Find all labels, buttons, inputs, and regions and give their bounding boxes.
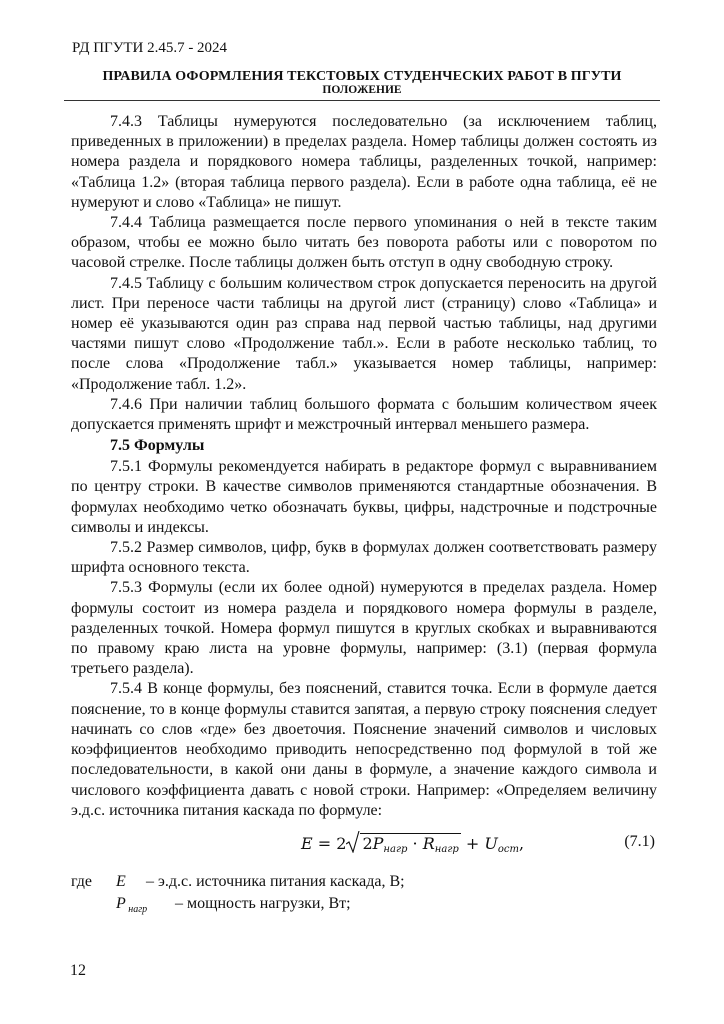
formula-plus: +: [465, 833, 480, 853]
paragraph-7-5-3: 7.5.3 Формулы (если их более одной) нумеруются в пределах раздела. Номер формулы состоит из номера раздела и порядкового номера формулы в разделе, разделенных точкой. Номера формул пишутся в круглых скобках и выравниваются по правому краю листа на уровне формулы, например: (3.1) (первая формула третьего раздела).: [71, 579, 657, 678]
formula-U: U: [484, 833, 498, 853]
explanation-symbol: E: [116, 872, 126, 890]
paragraph-7-5-4: 7.5.4 В конце формулы, без пояснений, ставится точка. Если в формуле дается пояснение, то в конце формулы ставится запятая, а первую строку пояснения следует начинать со слов «где» без двоеточия. Пояснение значений символов и числовых коэффициентов необходимо приводить непосредственно под формулой в той же последовательности, в какой они даны в формуле, а значение каждого символа и числового коэффициента давать с новой строки. Например: «Определяем величину э.д.с. источника питания каскада по формуле:: [71, 680, 657, 819]
formula-7-1: [71, 827, 657, 869]
formula-coef: 2: [336, 833, 347, 853]
paragraph-7-5-2: 7.5.2 Размер символов, цифр, букв в формулах должен соответствовать размеру шрифта основного текста.: [71, 539, 657, 577]
formula-expression: E = 2 $2P_{нагр} \cdot R_{нагр} + U_{ост}$,: [301, 833, 524, 855]
paragraph-7-4-5: 7.4.5 Таблицу с большим количеством строк допускается переносить на другой лист. При переносе части таблицы на другой лист (страницу) слово «Таблица» и номер её указываются один раз справа над первой частью таблицы, над другими частями пишут слово «Продолжение табл.». Если в работе несколько таблиц, то после слова «Продолжение табл.» указывается номер таблицы, например: «Продолжение табл. 1.2».: [71, 274, 657, 393]
document-code: РД ПГУТИ 2.45.7 - 2024: [72, 40, 228, 56]
document-subtitle: ПОЛОЖЕНИЕ: [322, 84, 402, 96]
paragraph-7-5-1: 7.5.1 Формулы рекомендуется набирать в редакторе формул с выравниванием по центру строки. В качестве символов применяются стандартные обозначения. В формулах необходимо четко обозначать буквы, цифры, надстрочные и подстрочные символы и индексы.: [71, 458, 657, 536]
explanation-text: – э.д.с. источника питания каскада, В;: [146, 872, 405, 890]
explanation-text: – мощность нагрузки, Вт;: [175, 894, 351, 912]
page-number: 12: [70, 962, 86, 979]
paragraph-7-4-3: 7.4.3 Таблицы нумеруются последовательно (за исключением таблиц, приведенных в приложении) в пределах раздела. Номер таблицы должен состоять из номера раздела и порядкового номера таблицы, разделенных точкой, например: «Таблица 1.2» (вторая таблица первого раздела). Если в работе одна таблица, её не нумеруют и слово «Таблица» не пишут.: [71, 113, 657, 211]
explanation-row: [71, 893, 657, 915]
page-body: [71, 112, 657, 915]
explanation-row: [71, 871, 657, 893]
paragraph-7-4-6: 7.4.6 При наличии таблиц большого формата с большим количеством ячеек допускается применять шрифт и межстрочный интервал меньшего размера.: [71, 395, 657, 434]
where-word: где: [71, 872, 93, 890]
radicand: $2P_{нагр} \cdot R_{нагр}$: [362, 833, 459, 855]
explanation-symbol: P $_{нагр}$: [116, 894, 148, 916]
section-heading-formulas: 7.5 Формулы: [110, 437, 205, 455]
formula-equals: =: [317, 833, 332, 853]
formula-number: (7.1): [624, 832, 655, 850]
paragraph-7-4-4: 7.4.4 Таблица размещается после первого упоминания о ней в тексте таким образом, чтобы ее можно было читать без поворота работы или с поворотом по часовой стрелке. После таблицы должен быть отступ в одну свободную строку.: [71, 214, 657, 272]
square-root: [346, 833, 460, 855]
radical-sign-icon: [346, 831, 360, 853]
header-divider: [64, 100, 660, 101]
formula-lhs: E: [301, 833, 313, 853]
document-title: ПРАВИЛА ОФОРМЛЕНИЯ ТЕКСТОВЫХ СТУДЕНЧЕСКИХ РАБОТ В ПГУТИ: [102, 69, 622, 84]
formula-explanation: [71, 871, 657, 915]
